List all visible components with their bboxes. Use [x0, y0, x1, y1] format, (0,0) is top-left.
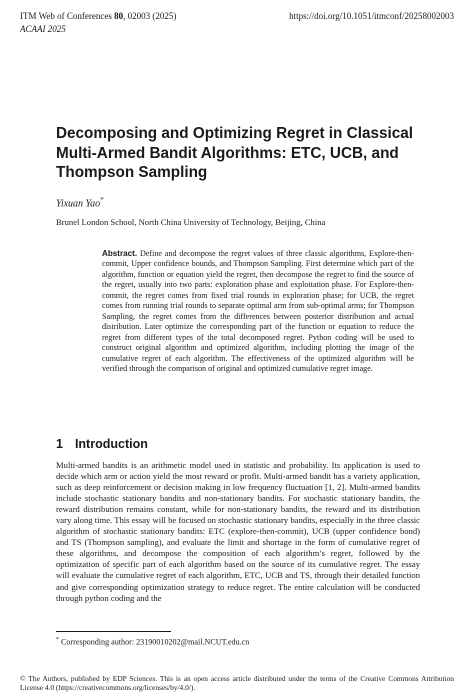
footnote [56, 637, 249, 647]
article-number: , 02003 (2025) [123, 11, 177, 21]
journal-name: ITM Web of Conferences [20, 11, 112, 21]
section-title: Introduction [74, 437, 148, 451]
author-line [56, 196, 104, 209]
footnote-mark: * [56, 637, 59, 643]
body-paragraph: Multi-armed bandits is an arithmetic model used in statistic and probability. Its application is used to decide which arm or action yield the most reward or profit. Multi-armed bandit has a variety application, such as deep reinforcement or decision making in low frequency fluctuation [1, 2]. Multi-armed bandits include stochastic stationary bandits and non-stationary bandits. For stochastic stationary bandits, the reward distribution remains constant, while for non-stationary bandits, the reward and its distribution vary along time. This essay will be focused on stochastic stationary bandits, especially in the three classic algorithm of stochastic stationary bandits: ETC (explore-then-commit), UCB (upper confidence bond) and TS (Thompson sampling), and evaluate the limit and shortage in the form of cumulative regret of these algorithms, and decompose the composition of each algorithm’s regret, followed by the optimization of specific part of each algorithm based on the source of its cumulative regret. The essay will evaluate the cumulative regret of each algorithm, ETC, UCB and TS, through their detailed function and give corresponding optimization strategy to reduce regret. The entire calculation will be conducted through python coding and the [56, 460, 420, 603]
conference-name: ACAAI 2025 [20, 24, 66, 34]
running-header-left [20, 10, 176, 36]
section-heading [56, 437, 160, 451]
affiliation: Brunel London School, North China University of Technology, Beijing, China [56, 217, 326, 227]
doi-link[interactable]: https://doi.org/10.1051/itmconf/20258002003 [289, 11, 454, 21]
abstract [102, 249, 414, 374]
journal-volume: 80 [114, 11, 124, 21]
abstract-label: Abstract. [102, 249, 138, 258]
author-name: Yixuan Yao [56, 198, 101, 210]
section-number: 1 [56, 437, 63, 451]
footnote-text: Corresponding author: 23190010202@mail.NCUT.edu.cn [61, 637, 250, 647]
license-notice: © The Authors, published by EDP Sciences. This is an open access article distributed under the terms of the Creative Commons Attribution License 4.0 (https://creativecommons.org/licenses/by/4.0/). [20, 674, 454, 693]
abstract-text: Define and decompose the regret values of three classic algorithms, Explore-then-commit, Upper confidence bounds, and Thompson Sampling. First determine which part of the algorithm, function or equation yield the regret, then decompose the regret to find the source of the regret, usually into two parts: exploration phase and exploitation phase. For Explore-then-commit, the regret comes from fixed trial rounds in exploration phase; for UCB, the regret comes from running trial rounds to separate optimal arm from sub-optimal arms; for Thompson Sampling, the regret comes from the differences between posterior distribution and actual distribution. Later optimize the corresponding part of the function or equation to reduce the regret from different types of the total decomposed regret. Python coding will be used to construct original algorithm and optimized algorithm, including plotting the image of the cumulative regret of each algorithm. The effectiveness of the optimized algorithm will be verified through the comparison of original and optimized cumulative regret image. [102, 249, 414, 373]
author-footnote-mark: * [100, 196, 104, 204]
paper-title: Decomposing and Optimizing Regret in Classical Multi-Armed Bandit Algorithms: ETC, UCB, and Thompson Sampling [56, 125, 413, 182]
footnote-rule [56, 631, 171, 632]
